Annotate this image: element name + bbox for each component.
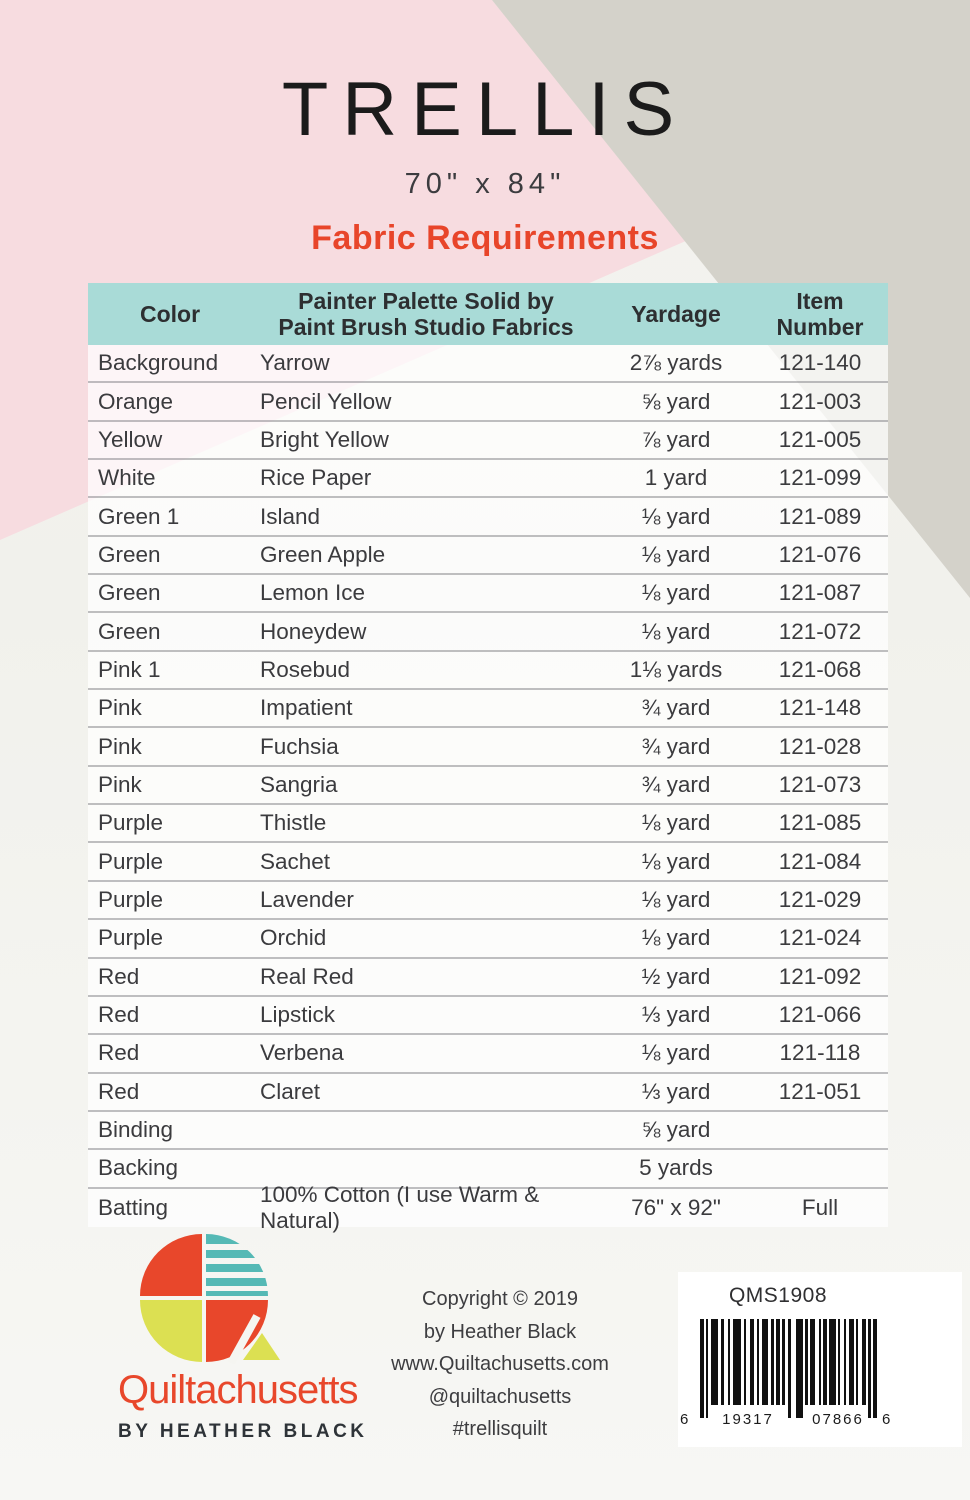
barcode-bar: [796, 1319, 803, 1418]
cell-yardage: ⅛ yard: [641, 925, 711, 951]
cell-color: Green: [98, 618, 161, 644]
cell-color: Green: [98, 580, 161, 606]
barcode-bar: [757, 1319, 759, 1405]
cell-color: Red: [98, 1002, 140, 1028]
cell-yardage: ⅛ yard: [641, 580, 711, 606]
cell-color: Green 1: [98, 503, 180, 529]
barcode-bar: [700, 1319, 704, 1418]
cell-item-number: 121-068: [778, 656, 862, 682]
cell-fabric: 100% Cotton (I use Warm & Natural): [260, 1181, 540, 1233]
cell-item-number: 121-148: [778, 695, 862, 721]
table-row: [88, 1074, 888, 1112]
cell-item-number: 121-066: [778, 1002, 862, 1028]
page-title: TRELLIS: [281, 67, 689, 152]
cell-item-number: 121-089: [778, 503, 862, 529]
header-color-label: Color: [139, 300, 201, 327]
cell-fabric: Lemon Ice: [260, 580, 366, 606]
header-item-line1: Item: [796, 287, 844, 314]
table-row: [88, 1112, 888, 1150]
cell-fabric: Fuchsia: [260, 733, 339, 759]
barcode-bar: [849, 1319, 854, 1405]
quilt-dimensions: 70" x 84": [404, 168, 566, 200]
cell-yardage: ⅓ yard: [641, 1078, 711, 1104]
table-header-row: [88, 283, 888, 345]
cell-fabric: Orchid: [260, 925, 327, 951]
section-title: Fabric Requirements: [311, 219, 659, 257]
cell-color: Yellow: [98, 426, 163, 452]
table-row: [88, 997, 888, 1035]
cell-item-number: 121-003: [778, 388, 862, 414]
barcode-bar: [776, 1319, 780, 1405]
quiltachusetts-logo-block: [118, 1232, 368, 1443]
cell-yardage: 76" x 92": [631, 1194, 721, 1220]
cell-yardage: 2⅞ yards: [629, 350, 723, 376]
cell-fabric: Rice Paper: [260, 465, 372, 491]
cell-item-number: 121-073: [778, 771, 862, 797]
cell-color: Background: [98, 350, 219, 376]
cell-fabric: Lipstick: [260, 1002, 336, 1028]
cell-yardage: ⅛ yard: [641, 541, 711, 567]
barcode-bar: [771, 1319, 773, 1405]
cell-color: Backing: [98, 1155, 179, 1181]
barcode-group-left: 19317: [722, 1411, 774, 1428]
table-row: [88, 843, 888, 881]
header-color: [88, 283, 252, 345]
cell-fabric: Lavender: [260, 886, 354, 912]
table-body: [88, 345, 888, 1233]
cell-color: Purple: [98, 848, 164, 874]
barcode-bar: [728, 1319, 730, 1405]
cell-color: Purple: [98, 886, 164, 912]
barcode-bar: [838, 1319, 840, 1405]
cell-item-number: 121-099: [778, 465, 862, 491]
brand-name: Quiltachusetts: [118, 1368, 358, 1412]
cell-fabric: Island: [260, 503, 321, 529]
table-row: [88, 1035, 888, 1073]
cell-yardage: ¾ yard: [641, 695, 711, 721]
cell-yardage: ⅛ yard: [641, 886, 711, 912]
brand-byline: BY HEATHER BLACK: [118, 1421, 368, 1442]
barcode-bar: [829, 1319, 835, 1405]
cell-fabric: Pencil Yellow: [260, 388, 392, 414]
cell-yardage: ⅛ yard: [641, 848, 711, 874]
cell-yardage: ½ yard: [641, 963, 711, 989]
credit-line: @quiltachusetts: [428, 1385, 572, 1408]
cell-yardage: ⅛ yard: [641, 810, 711, 836]
cell-item-number: 121-005: [778, 426, 862, 452]
barcode-bar: [862, 1319, 866, 1405]
header-fabric-line1: Painter Palette Solid by: [298, 287, 554, 314]
barcode-bar: [819, 1319, 821, 1405]
cell-fabric: Sangria: [260, 771, 338, 797]
barcode-bar: [733, 1319, 741, 1405]
barcode-bar: [750, 1319, 755, 1405]
cell-color: Red: [98, 963, 140, 989]
table-row: [88, 383, 888, 421]
cell-fabric: Honeydew: [260, 618, 367, 644]
cell-yardage: ⅓ yard: [641, 1002, 711, 1028]
cell-item-number: 121-072: [778, 618, 862, 644]
table-row: [88, 882, 888, 920]
table-row: [88, 959, 888, 997]
barcode-bar: [744, 1319, 746, 1405]
cell-yardage: ⅝ yard: [641, 1117, 711, 1143]
cell-yardage: ⅛ yard: [641, 503, 711, 529]
credit-line: Copyright © 2019: [422, 1288, 578, 1310]
cell-color: Green: [98, 541, 161, 567]
barcode-bar: [706, 1319, 708, 1418]
fabric-requirements-table: [88, 283, 888, 1233]
table-row: [88, 767, 888, 805]
cell-fabric: Impatient: [260, 695, 353, 721]
cell-yardage: 5 yards: [639, 1155, 713, 1181]
barcode: [678, 1272, 962, 1447]
cell-color: White: [98, 465, 156, 491]
header-fabric-line2: Paint Brush Studio Fabrics: [278, 314, 574, 340]
cell-item-number: 121-029: [778, 886, 862, 912]
cell-item-number: 121-140: [778, 350, 862, 376]
cell-color: Pink 1: [98, 656, 161, 682]
table-row: [88, 728, 888, 766]
cell-item-number: 121-085: [778, 810, 862, 836]
cell-yardage: ⅞ yard: [641, 426, 711, 452]
barcode-bar: [844, 1319, 846, 1405]
cell-fabric: Verbena: [260, 1040, 344, 1066]
table-row: [88, 690, 888, 728]
barcode-bar: [788, 1319, 790, 1418]
header-item-number: [752, 283, 888, 345]
cell-fabric: Sachet: [260, 848, 331, 874]
cell-yardage: 1⅛ yards: [629, 656, 723, 682]
barcode-bar: [856, 1319, 858, 1405]
cell-color: Pink: [98, 771, 142, 797]
cell-item-number: 121-092: [778, 963, 862, 989]
header-fabric: [252, 283, 600, 345]
cell-fabric: Real Red: [260, 963, 354, 989]
cell-yardage: ⅛ yard: [641, 1040, 711, 1066]
table-row: [88, 498, 888, 536]
table-row: [88, 1181, 888, 1233]
header-yardage: [600, 283, 752, 345]
cell-yardage: ¾ yard: [641, 771, 711, 797]
barcode-bar: [868, 1319, 870, 1418]
cell-fabric: Claret: [260, 1078, 321, 1104]
table-row: [88, 575, 888, 613]
cell-color: Red: [98, 1040, 140, 1066]
cell-fabric: Rosebud: [260, 656, 351, 682]
cell-fabric: Green Apple: [260, 541, 386, 567]
credit-line: by Heather Black: [423, 1320, 577, 1343]
barcode-bar: [873, 1319, 877, 1418]
cell-item-number: 121-051: [778, 1078, 862, 1104]
table-row: [88, 805, 888, 843]
credit-line: www.Quiltachusetts.com: [391, 1353, 609, 1375]
header-yardage-label: Yardage: [631, 300, 721, 327]
cell-color: Pink: [98, 695, 142, 721]
barcode-bar: [782, 1319, 784, 1405]
barcode-bar: [721, 1319, 725, 1405]
cell-yardage: ⅛ yard: [641, 618, 711, 644]
table-row: [88, 537, 888, 575]
cell-color: Batting: [98, 1194, 169, 1220]
cell-color: Red: [98, 1078, 140, 1104]
barcode-group-right: 07866: [812, 1411, 864, 1428]
table-row: [88, 613, 888, 651]
cell-color: Pink: [98, 733, 142, 759]
cell-fabric: Yarrow: [260, 350, 330, 376]
table-row: [88, 652, 888, 690]
cell-item-number: 121-118: [779, 1040, 861, 1066]
cell-yardage: 1 yard: [644, 465, 708, 491]
table-row: [88, 345, 888, 383]
barcode-bar: [762, 1319, 768, 1405]
barcode-digit-right: 6: [882, 1411, 891, 1428]
cell-item-number: 121-076: [778, 541, 862, 567]
cell-item-number: 121-087: [778, 580, 862, 606]
quiltachusetts-logo-icon: [123, 1232, 293, 1364]
cell-item-number: Full: [801, 1194, 839, 1220]
credits-block: [350, 1283, 650, 1446]
cell-color: Binding: [98, 1117, 174, 1143]
cell-color: Purple: [98, 925, 164, 951]
cell-item-number: 121-028: [778, 733, 862, 759]
sku-code: QMS1908: [728, 1284, 828, 1307]
table-row: [88, 422, 888, 460]
credit-line: #trellisquilt: [452, 1418, 548, 1440]
table-row: [88, 460, 888, 498]
cell-color: Orange: [98, 388, 174, 414]
cell-yardage: ⅝ yard: [641, 388, 711, 414]
cell-item-number: 121-084: [778, 848, 862, 874]
barcode-bar: [805, 1319, 807, 1405]
barcode-bar: [711, 1319, 718, 1405]
cell-item-number: 121-024: [778, 925, 862, 951]
barcode-bar: [810, 1319, 815, 1405]
cell-yardage: ¾ yard: [641, 733, 711, 759]
table-row: [88, 920, 888, 958]
cell-color: Purple: [98, 810, 164, 836]
cell-fabric: Thistle: [260, 810, 327, 836]
header-item-line2: Number: [776, 314, 864, 340]
cell-fabric: Bright Yellow: [260, 426, 389, 452]
barcode-bar: [823, 1319, 827, 1405]
barcode-digit-left: 6: [680, 1411, 689, 1428]
